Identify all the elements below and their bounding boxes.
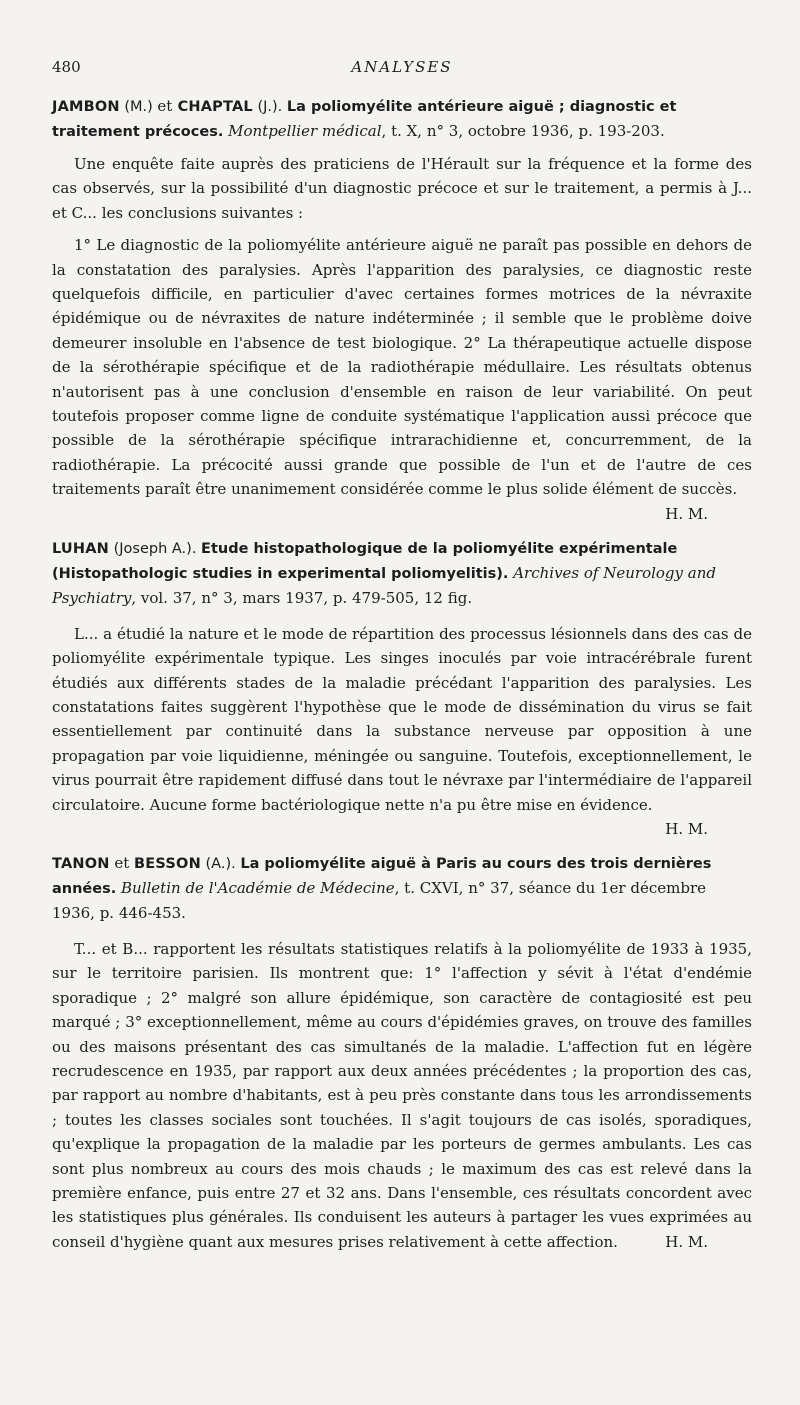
review-author: BESSON	[134, 855, 201, 872]
review-title: La poliomyélite antérieure aiguë ; diagnostic et traitement précoces.	[52, 99, 677, 140]
review-reference: , vol. 37, n° 3, mars 1937, p. 479-505, 12 fig.	[131, 588, 473, 607]
review-author: CHAPTAL	[172, 99, 253, 115]
review-paragraph: Une enquête faite auprès des praticiens de l'Hérault sur la fréquence et la forme des cas observés, sur la possibilité d'un diagnostic précoce et sur le traitement, a permis à J... et C... les conclusions suivantes :	[52, 155, 752, 222]
review-reference: , t. X, n° 3, octobre 1936, p. 193-203.	[381, 122, 665, 140]
review-author-initials: (Joseph A.).	[109, 540, 202, 557]
review-author-initials: (A.).	[200, 855, 241, 872]
review-paragraph	[52, 233, 752, 523]
review-author-connector: et	[157, 97, 173, 115]
review-author-connector: et	[109, 853, 135, 872]
journal-page	[52, 52, 752, 1254]
review-paragraph	[52, 622, 752, 838]
review-journal: Montpellier médical	[228, 122, 382, 140]
review-author-initials: (M.)	[119, 99, 158, 115]
review-author: TANON	[52, 855, 110, 872]
review-signature: H. M.	[665, 504, 708, 523]
review-journal: Archives of Neurology and Psychiatry	[52, 563, 716, 607]
review-entry	[52, 94, 752, 523]
review-paragraph-text: L... a étudié la nature et le mode de répartition des processus lésionnels dans des cas de poliomyélite expérimentale typique. Les singes inoculés par voie intracérébrale furent étudiés aux différents stades de la maladie précédant l'apparition des paralysies. Les constatations faites suggèrent l'hypothèse que le mode de dissémination du virus se fait essentiellement par continuité dans la substance nerveuse par opposition à une propagation par voie liquidienne, méningée ou sanguine. Toutefois, exceptionnellement, le virus pourrait être rapidement diffusé dans tout le névraxe par l'intermédiaire de l'appareil circulatoire. Aucune forme bactériologique nette n'a pu être mise en évidence.	[52, 624, 752, 814]
review-author-initials: (J.).	[252, 99, 287, 115]
review-signature: H. M.	[665, 819, 708, 838]
running-header	[52, 52, 752, 74]
review-paragraph-text: T... et B... rapportent les résultats statistiques relatifs à la poliomyélite de 1933 à 1935, sur le territoire parisien. Ils montrent que: 1° l'affection y sévit à l'état d'endémie sporadique ; 2° malgré son allure épidémique, son caractère de contagiosité est peu marqué ; 3° exceptionnellement, même au cours d'épidémies graves, on trouve des familles ou des maisons présentant des cas simultanés de la maladie. L'affection fut en légère recrudescence en 1935, par rapport aux deux années précédentes ; la proportion des cas, par rapport au nombre d'habitants, est à peu près constante dans tous les arrondissements ; toutes les classes sociales sont touchées. Il s'agit toujours de cas isolés, sporadiques, qu'explique la propagation de la maladie par les porteurs de germes ambulants. Les cas sont plus nombreux au cours des mois chauds ; le maximum des cas est relevé dans la première enfance, puis entre 27 et 32 ans. Dans l'ensemble, ces résultats concordent avec les statistiques plus générales. Ils conduisent les auteurs à partager les vues exprimées au conseil d'hygiène quant aux mesures prises relativement à cette affection.	[52, 939, 752, 1251]
review-entry	[52, 536, 752, 838]
review-paragraph-text: 1° Le diagnostic de la poliomyélite antérieure aiguë ne paraît pas possible en dehors de la constatation des paralysies. Après l'apparition des paralysies, ce diagnostic reste quelquefois difficile, en particulier d'avec certaines formes motrices de la névraxite épidémique ou de névraxites de nature indéterminée ; il semble que le problème doive demeurer insoluble en l'absence de test biologique. 2° La thérapeutique actuelle dispose de la sérothérapie spécifique et de la radiothérapie médullaire. Les résultats obtenus n'autorisent pas à une conclusion d'ensemble en raison de leur variabilité. On peut toutefois proposer comme ligne de conduite systématique l'application aussi précoce que possible de la sérothérapie spécifique intrarachidienne et, concurremment, de la radiothérapie. La précocité aussi grande que possible de l'un et de l'autre de ces traitements paraît être unanimement considérée comme le plus solide élément de succès.	[52, 236, 752, 499]
review-title: Etude histopathologique de la poliomyélite expérimentale (Histopathologic studies in experimental poliomyelitis).	[52, 540, 678, 582]
review-paragraph	[52, 937, 752, 1254]
running-title: ANALYSES	[351, 58, 453, 76]
page-number: 480	[52, 58, 81, 76]
review-signature: H. M.	[665, 1232, 708, 1251]
review-citation	[52, 94, 752, 144]
review-author: JAMBON	[52, 99, 120, 115]
review-author: LUHAN	[52, 540, 109, 557]
review-title: La poliomyélite aiguë à Paris au cours des trois dernières années.	[52, 855, 712, 897]
review-journal: Bulletin de l'Académie de Médecine	[121, 878, 395, 897]
review-citation	[52, 536, 752, 610]
review-reference: , t. CXVI, n° 37, séance du 1er décembre 1936, p. 446-453.	[52, 878, 706, 922]
review-entry	[52, 851, 752, 1254]
review-citation	[52, 851, 752, 925]
